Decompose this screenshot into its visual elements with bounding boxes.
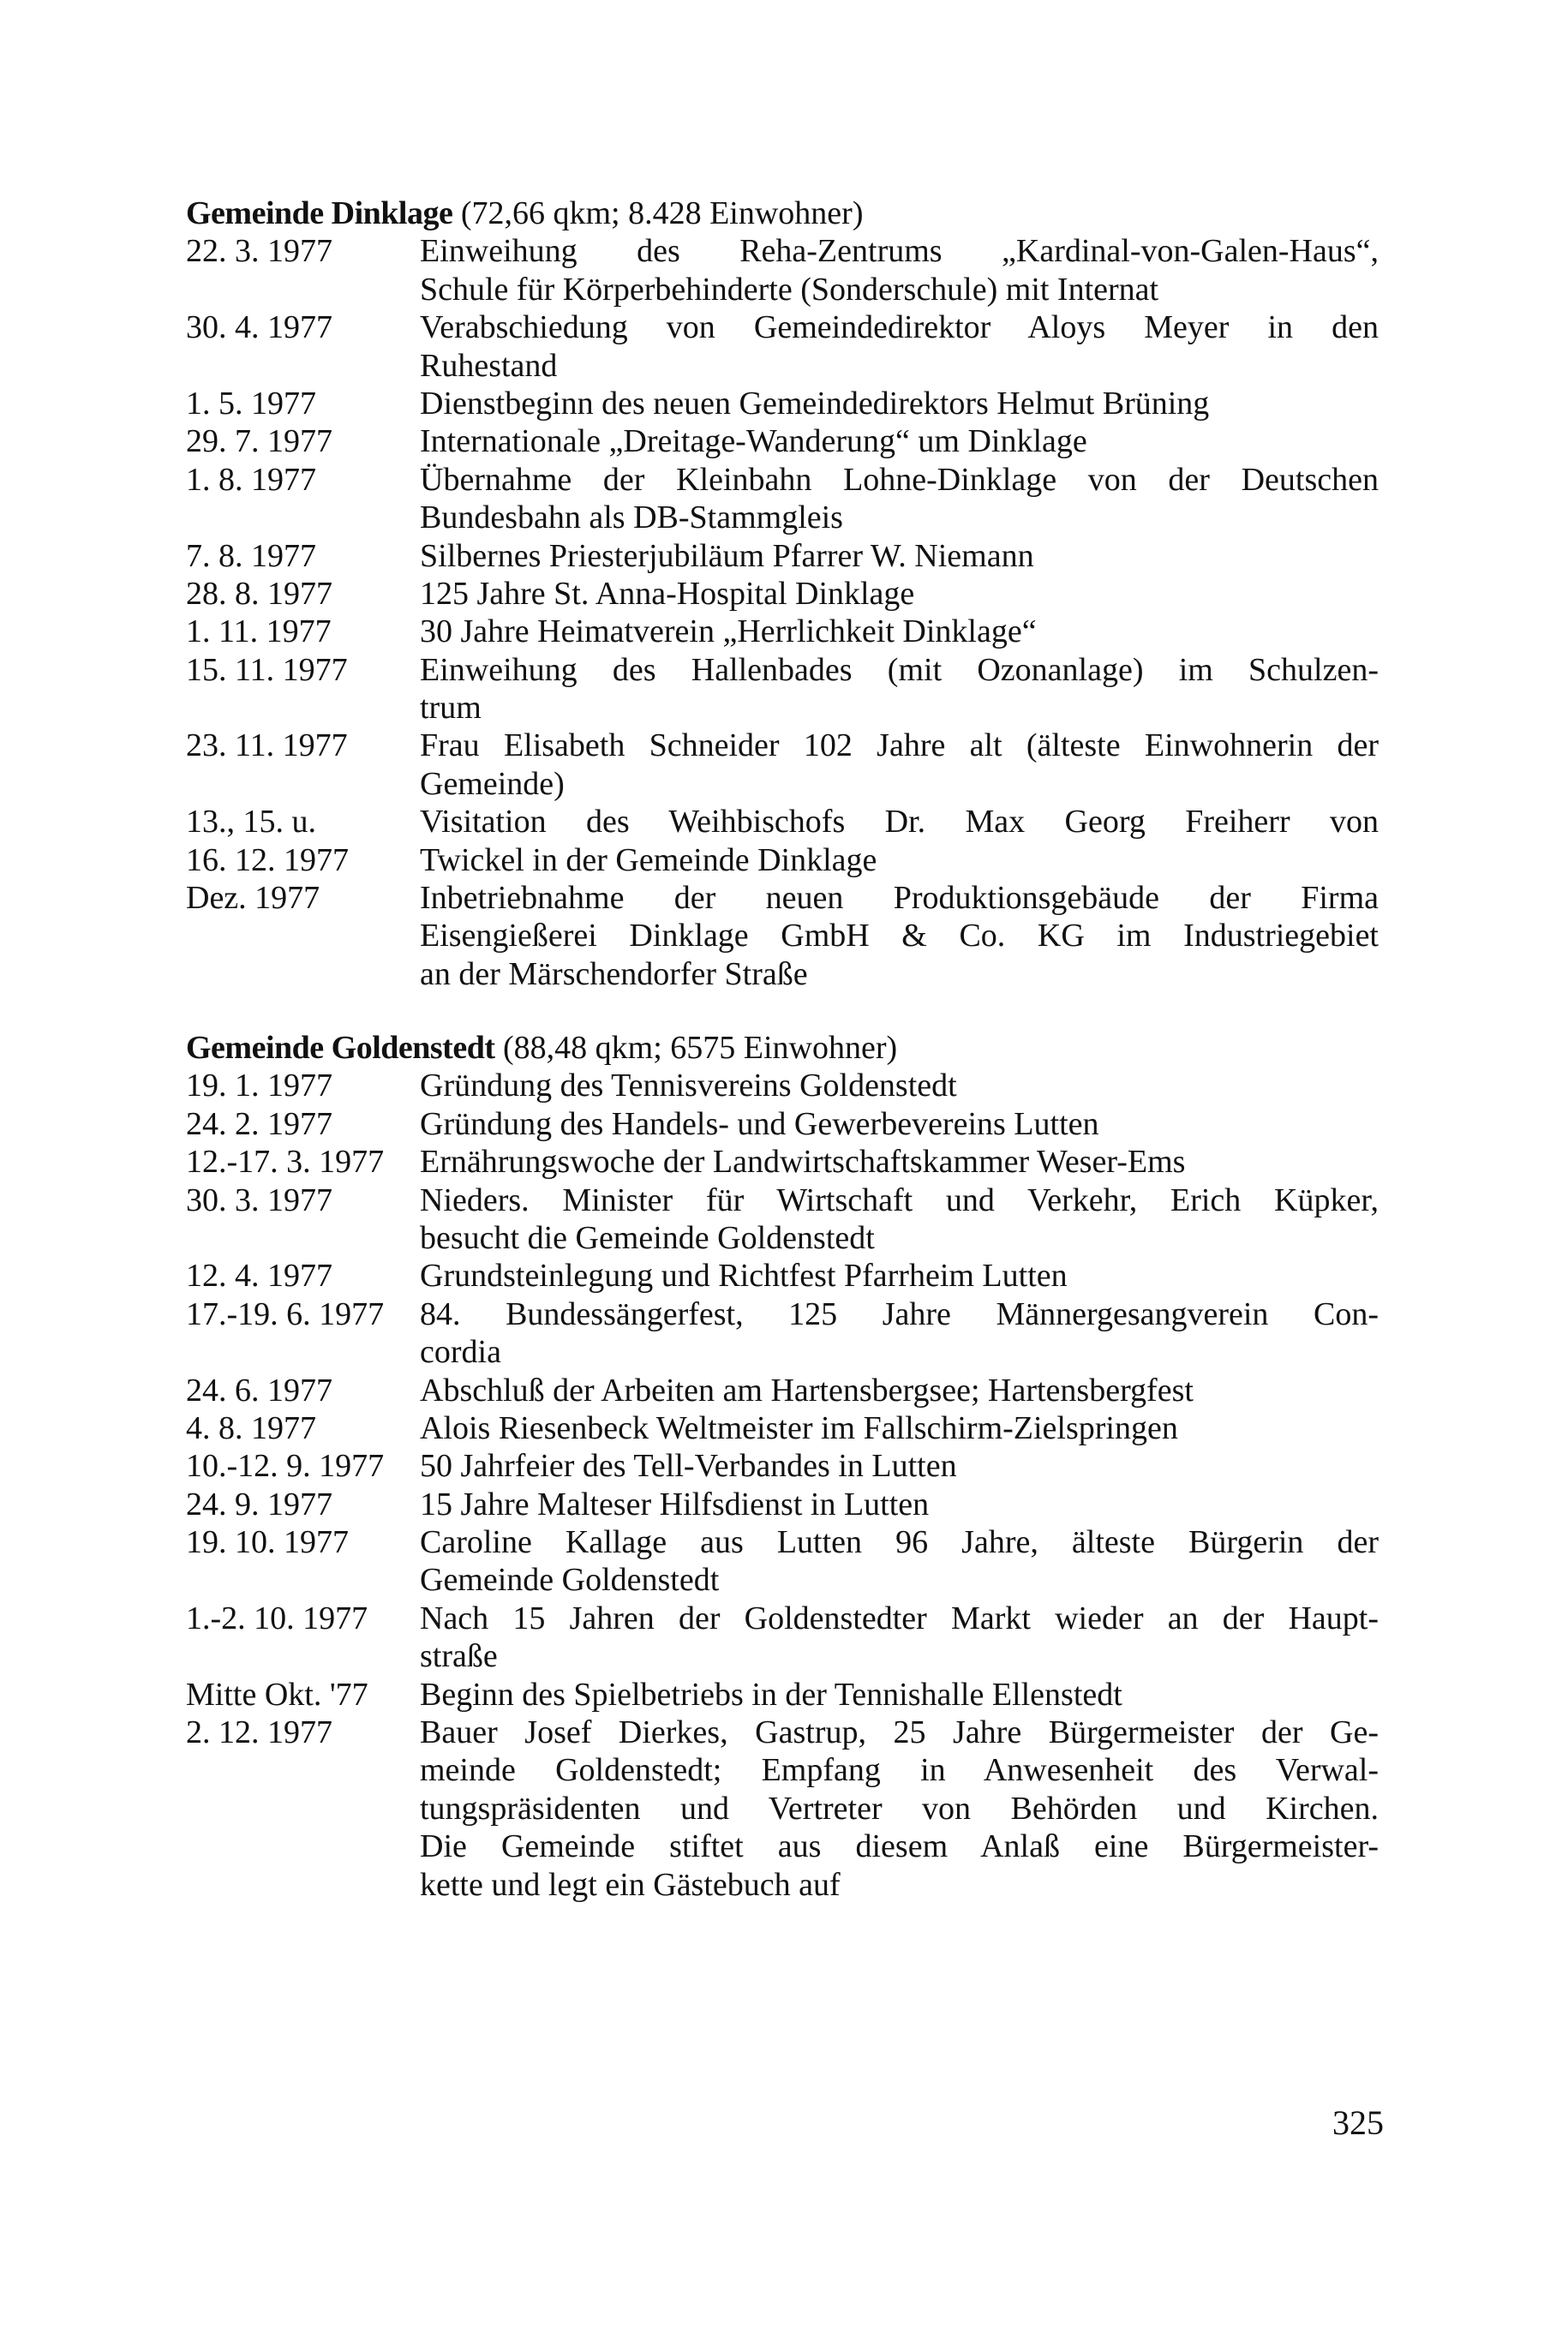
section-goldenstedt [186, 1029, 1379, 1904]
text-line: kette und legt ein Gästebuch auf [420, 1866, 841, 1903]
text-line: Bundesbahn als DB-Stammgleis [420, 499, 843, 536]
date-line: 29. 7. 1977 [186, 423, 332, 460]
entry-date [186, 1447, 420, 1485]
entry-text [420, 537, 1379, 575]
chronicle-entry [186, 1486, 1379, 1523]
date-line: 24. 6. 1977 [186, 1372, 332, 1409]
date-line: 19. 10. 1977 [186, 1524, 349, 1561]
text-line: Gründung des Tennisvereins Goldenstedt [420, 1068, 957, 1104]
text-line: Schule für Körperbehinderte (Sonderschule) mit Internat [420, 271, 1159, 308]
chronicle-entry [186, 1295, 1379, 1372]
chronicle-entry [186, 1143, 1379, 1181]
text-line: Frau Elisabeth Schneider 102 Jahre alt (älteste Einwohnerin der [420, 727, 1379, 764]
text-line: 30 Jahre Heimatverein „Herrlichkeit Dinklage“ [420, 613, 1037, 650]
chronicle-entry [186, 575, 1379, 613]
entry-date [186, 1257, 420, 1295]
entry-date [186, 537, 420, 575]
section-title: Gemeinde Goldenstedt [186, 1030, 495, 1066]
chronicle-entry [186, 385, 1379, 422]
text-line: Abschluß der Arbeiten am Hartensbergsee; Hartensbergfest [420, 1372, 1194, 1409]
text-line: 125 Jahre St. Anna-Hospital Dinklage [420, 575, 915, 612]
entry-text [420, 613, 1379, 650]
entry-date [186, 1676, 420, 1714]
entry-date [186, 613, 420, 650]
text-line: Einweihung des Reha-Zentrums „Kardinal-von-Galen-Haus“, [420, 233, 1379, 270]
chronicle-entry [186, 537, 1379, 575]
text-line: Übernahme der Kleinbahn Lohne-Dinklage von der Deutschen [420, 461, 1379, 498]
entry-text [420, 1105, 1379, 1143]
page-number: 325 [1332, 2103, 1384, 2142]
entry-date [186, 879, 420, 993]
text-line: 15 Jahre Malteser Hilfsdienst in Lutten [420, 1486, 930, 1522]
text-line: Internationale „Dreitage-Wanderung“ um Dinklage [420, 423, 1087, 460]
entry-text [420, 575, 1379, 613]
chronicle-entry [186, 1447, 1379, 1485]
entry-date [186, 308, 420, 385]
entry-date [186, 575, 420, 613]
text-line: cordia [420, 1334, 501, 1371]
date-line: 24. 9. 1977 [186, 1486, 332, 1522]
text-line: tungspräsidenten und Vertreter von Behörden und Kirchen. [420, 1790, 1379, 1827]
text-line: Gemeinde Goldenstedt [420, 1562, 720, 1599]
text-line: Eisengießerei Dinklage GmbH & Co. KG im Industriegebiet [420, 918, 1379, 954]
text-line: 50 Jahrfeier des Tell-Verbandes in Lutten [420, 1448, 957, 1485]
entry-date [186, 1143, 420, 1181]
chronicle-entry [186, 1409, 1379, 1447]
chronicle-entry [186, 232, 1379, 308]
chronicle-entry [186, 461, 1379, 537]
text-line: besucht die Gemeinde Goldenstedt [420, 1219, 875, 1256]
entry-date [186, 422, 420, 460]
date-line: 2. 12. 1977 [186, 1714, 332, 1751]
date-line: 22. 3. 1977 [186, 233, 332, 270]
chronicle-entry [186, 651, 1379, 727]
date-line: 16. 12. 1977 [186, 841, 349, 878]
text-line: Verabschiedung von Gemeindedirektor Aloys Meyer in den [420, 309, 1379, 346]
date-line: Dez. 1977 [186, 880, 320, 917]
entry-date [186, 803, 420, 879]
text-line: trum [420, 690, 482, 727]
entry-text [420, 879, 1379, 993]
text-line: Beginn des Spielbetriebs in der Tennishalle Ellenstedt [420, 1676, 1122, 1713]
entry-text [420, 1257, 1379, 1295]
text-line: Dienstbeginn des neuen Gemeindedirektors Helmut Brüning [420, 385, 1210, 422]
entry-date [186, 461, 420, 537]
text-line: Bauer Josef Dierkes, Gastrup, 25 Jahre Bürgermeister der Ge- [420, 1714, 1379, 1751]
date-line: 28. 8. 1977 [186, 575, 332, 612]
chronicle-entry [186, 1523, 1379, 1600]
section-stats: (72,66 qkm; 8.428 Einwohner) [452, 195, 864, 231]
date-line: 24. 2. 1977 [186, 1105, 332, 1142]
date-line: 4. 8. 1977 [186, 1409, 316, 1446]
section-dinklage [186, 194, 1379, 993]
date-line: 1.-2. 10. 1977 [186, 1600, 368, 1636]
text-line: Ruhestand [420, 347, 558, 384]
text-line: 84. Bundessängerfest, 125 Jahre Männergesangverein Con- [420, 1295, 1379, 1332]
entry-text [420, 1523, 1379, 1600]
entry-date [186, 1409, 420, 1447]
entry-date [186, 1714, 420, 1904]
entry-text [420, 1676, 1379, 1714]
text-line: Gründung des Handels- und Gewerbevereins Lutten [420, 1105, 1099, 1142]
text-line: Gemeinde) [420, 765, 565, 802]
entry-date [186, 1523, 420, 1600]
entry-date [186, 1600, 420, 1676]
section-title: Gemeinde Dinklage [186, 195, 453, 231]
entry-date [186, 727, 420, 803]
chronicle-entry [186, 803, 1379, 879]
entry-date [186, 1486, 420, 1523]
text-line: Nach 15 Jahren der Goldenstedter Markt wieder an der Haupt- [420, 1600, 1379, 1636]
date-line: 12.-17. 3. 1977 [186, 1144, 385, 1181]
date-line: 15. 11. 1977 [186, 651, 348, 688]
entry-text [420, 1447, 1379, 1485]
date-line: 7. 8. 1977 [186, 537, 316, 574]
date-line: 1. 8. 1977 [186, 461, 316, 498]
text-line: Caroline Kallage aus Lutten 96 Jahre, älteste Bürgerin der [420, 1524, 1379, 1561]
chronicle-entry [186, 1372, 1379, 1409]
section-heading [186, 1029, 1379, 1067]
text-line: Visitation des Weihbischofs Dr. Max Georg Freiherr von [420, 804, 1379, 840]
text-line: Silbernes Priesterjubiläum Pfarrer W. Niemann [420, 537, 1034, 574]
date-line: 30. 3. 1977 [186, 1181, 332, 1218]
text-line: straße [420, 1638, 498, 1675]
chronicle-entry [186, 727, 1379, 803]
date-line: 12. 4. 1977 [186, 1258, 332, 1295]
entry-text [420, 385, 1379, 422]
entry-text [420, 651, 1379, 727]
text-line: Twickel in der Gemeinde Dinklage [420, 841, 877, 878]
entry-text [420, 1714, 1379, 1904]
chronicle-entry [186, 1676, 1379, 1714]
text-line: Inbetriebnahme der neuen Produktionsgebäude der Firma [420, 880, 1379, 917]
chronicle-entry [186, 1181, 1379, 1258]
date-line: 19. 1. 1977 [186, 1068, 332, 1104]
entry-text [420, 1600, 1379, 1676]
text-line: Grundsteinlegung und Richtfest Pfarrheim Lutten [420, 1258, 1068, 1295]
date-line: 17.-19. 6. 1977 [186, 1295, 385, 1332]
date-line: 1. 5. 1977 [186, 385, 316, 422]
date-line: 30. 4. 1977 [186, 309, 332, 346]
chronicle-entry [186, 879, 1379, 993]
chronicle-entry [186, 1257, 1379, 1295]
text-line: an der Märschendorfer Straße [420, 955, 808, 992]
chronicle-entry [186, 1067, 1379, 1104]
date-line: 13., 15. u. [186, 804, 316, 840]
text-line: Die Gemeinde stiftet aus diesem Anlaß eine Bürgermeister- [420, 1828, 1379, 1865]
entry-text [420, 1295, 1379, 1372]
chronicle-entry [186, 308, 1379, 385]
entry-text [420, 727, 1379, 803]
date-line: 10.-12. 9. 1977 [186, 1448, 385, 1485]
date-line: 23. 11. 1977 [186, 727, 348, 764]
text-line: Nieders. Minister für Wirtschaft und Verkehr, Erich Küpker, [420, 1181, 1379, 1218]
entry-text [420, 1486, 1379, 1523]
chronicle-entry [186, 1714, 1379, 1904]
entry-text [420, 1143, 1379, 1181]
section-heading [186, 194, 1379, 232]
chronicle-entry [186, 1105, 1379, 1143]
chronicle-entry [186, 422, 1379, 460]
entry-text [420, 803, 1379, 879]
text-line: Ernährungswoche der Landwirtschaftskammer Weser-Ems [420, 1144, 1186, 1181]
text-line: meinde Goldenstedt; Empfang in Anwesenheit des Verwal- [420, 1752, 1379, 1789]
entry-date [186, 1181, 420, 1258]
chronicle-entry [186, 613, 1379, 650]
entry-text [420, 1067, 1379, 1104]
entry-date [186, 385, 420, 422]
entry-text [420, 461, 1379, 537]
entry-text [420, 308, 1379, 385]
entry-text [420, 232, 1379, 308]
entry-text [420, 1372, 1379, 1409]
entry-date [186, 232, 420, 308]
entry-text [420, 1181, 1379, 1258]
entry-date [186, 1067, 420, 1104]
text-line: Einweihung des Hallenbades (mit Ozonanlage) im Schulzen- [420, 651, 1379, 688]
text-line: Alois Riesenbeck Weltmeister im Fallschirm-Zielspringen [420, 1409, 1178, 1446]
entry-text [420, 422, 1379, 460]
entry-date [186, 1105, 420, 1143]
section-stats: (88,48 qkm; 6575 Einwohner) [494, 1030, 898, 1066]
entry-date [186, 1372, 420, 1409]
entry-text [420, 1409, 1379, 1447]
date-line: Mitte Okt. '77 [186, 1676, 368, 1713]
entry-date [186, 1295, 420, 1372]
chronicle-entry [186, 1600, 1379, 1676]
entry-date [186, 651, 420, 727]
date-line: 1. 11. 1977 [186, 613, 332, 650]
